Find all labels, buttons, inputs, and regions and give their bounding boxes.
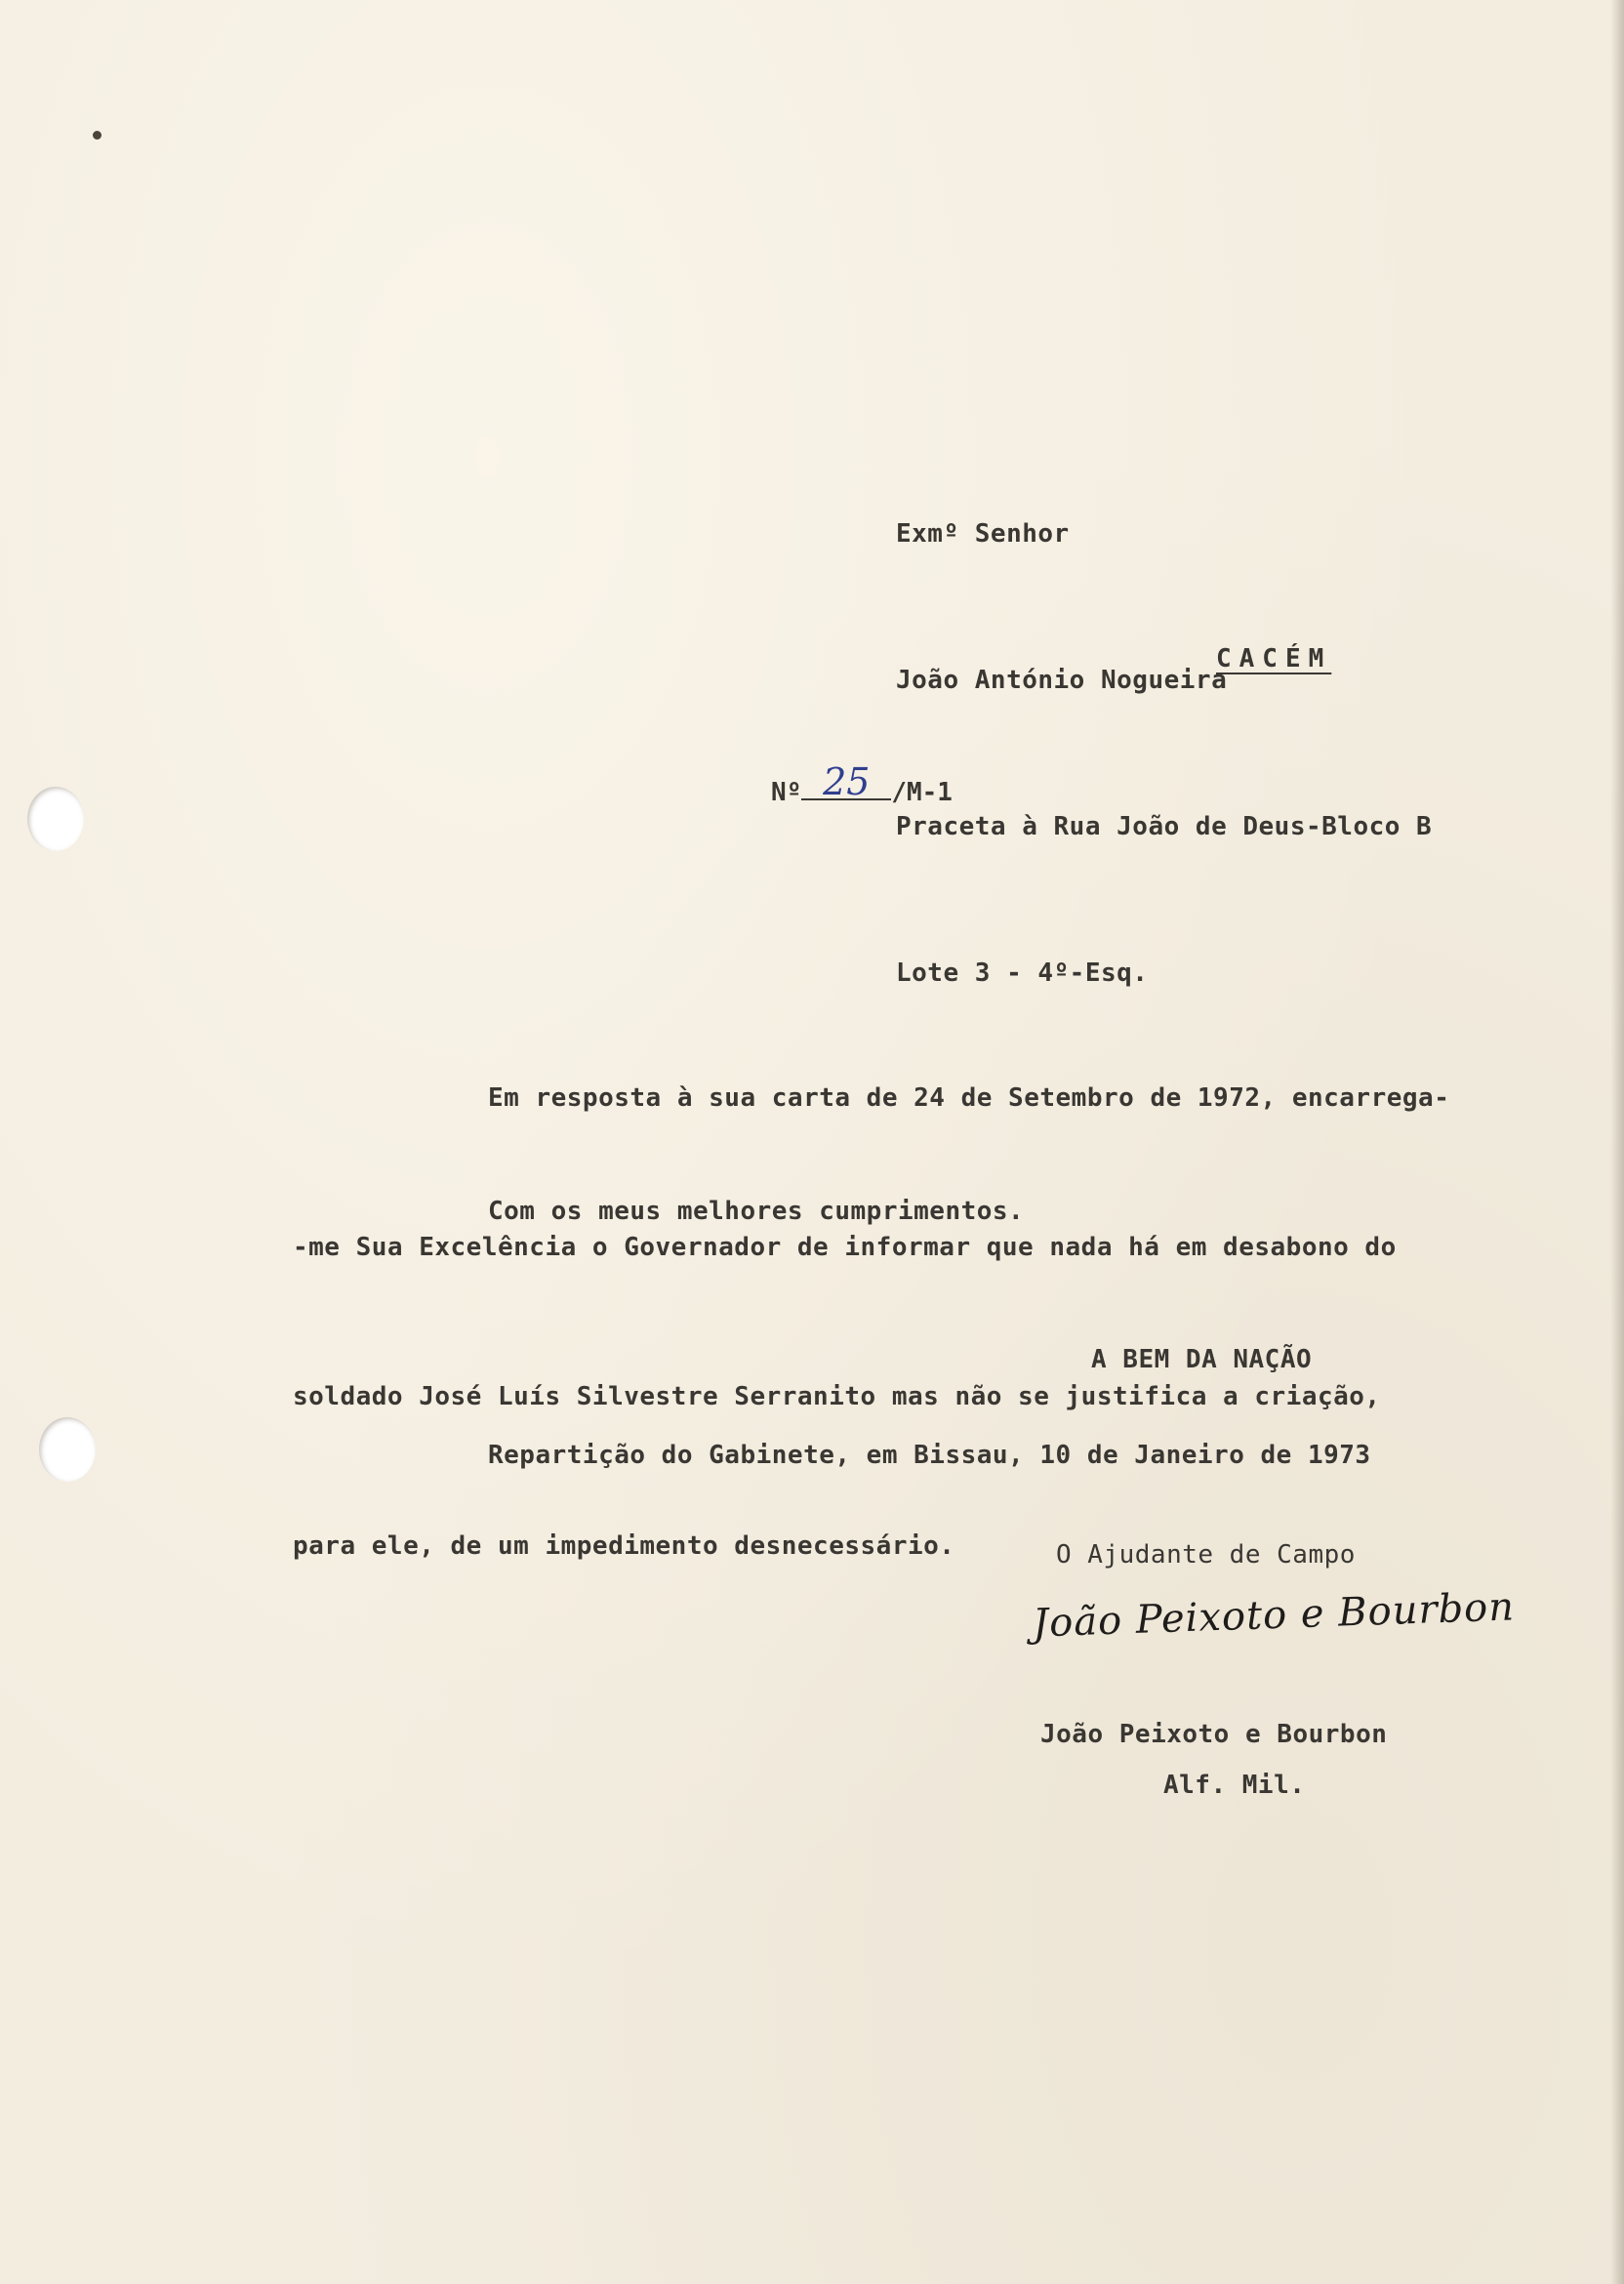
signer-rank: Alf. Mil. — [1163, 1771, 1306, 1800]
addressee-lot: Lote 3 - 4º-Esq. — [896, 958, 1149, 988]
reference-suffix: /M-1 — [891, 778, 953, 807]
body-line: Em resposta à sua carta de 24 de Setembro de 1972, encarrega- — [488, 1083, 1450, 1113]
motto: A BEM DA NAÇÃO — [1091, 1345, 1313, 1374]
addressee-city: CACÉM — [1216, 644, 1332, 673]
punch-hole-top — [27, 787, 84, 851]
addressee-salutation: Exmº Senhor — [896, 519, 1070, 549]
addressee-name: João António Nogueira — [896, 666, 1228, 695]
body-line: -me Sua Excelência o Governador de informar que nada há em desabono do — [293, 1233, 1397, 1262]
signer-role: O Ajudante de Campo — [1056, 1540, 1356, 1570]
addressee-street: Praceta à Rua João de Deus-Bloco B — [896, 812, 1433, 841]
body-line: soldado José Luís Silvestre Serranito mas não se justifica a criação, — [293, 1382, 1381, 1411]
place-date: Repartição do Gabinete, em Bissau, 10 de Janeiro de 1973 — [488, 1441, 1371, 1470]
handwritten-signature: João Peixoto e Bourbon — [1032, 1584, 1516, 1647]
closing-line: Com os meus melhores cumprimentos. — [488, 1197, 1025, 1226]
reference-line — [771, 760, 953, 807]
signer-name: João Peixoto e Bourbon — [1040, 1720, 1388, 1749]
punch-hole-bottom — [39, 1417, 96, 1482]
body-line: para ele, de um impedimento desnecessário. — [293, 1531, 955, 1561]
reference-number: 25 — [801, 765, 891, 800]
ink-speck — [93, 131, 102, 140]
reference-prefix: Nº — [771, 778, 802, 807]
page-edge-shadow — [1610, 0, 1624, 2284]
